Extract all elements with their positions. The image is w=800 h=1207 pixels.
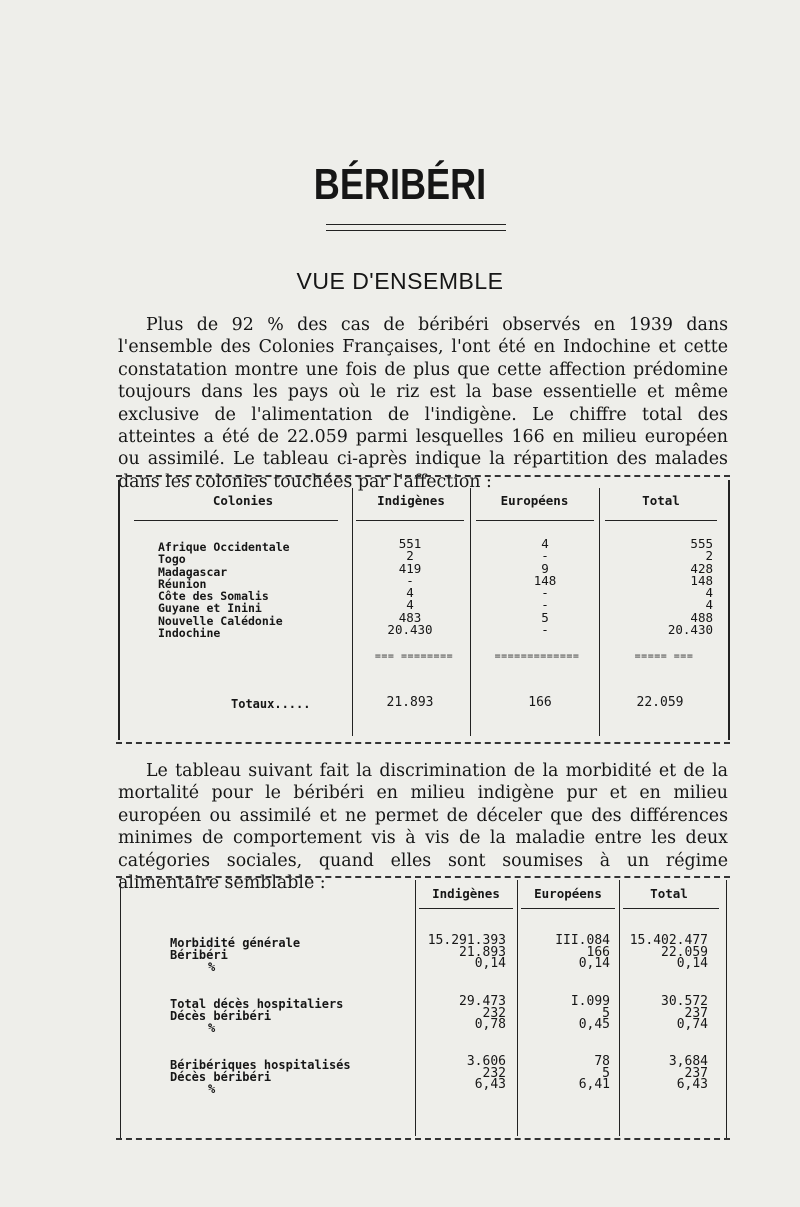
table-cell: 15.402.477 xyxy=(629,933,708,948)
table2-cell-group xyxy=(420,1056,506,1091)
table2-frame-right xyxy=(726,880,727,1138)
table-cell: 555 xyxy=(690,536,713,551)
second-paragraph: Le tableau suivant fait la discrimination de la morbidité et de la mortalité pour le béribéri en milieu indigène pur et en milieu européen ou assimilé et ne permet de déceler que des différences minimes de comportement vis à vis de la maladie entre les deux catégories sociales, quand elles sont soumises à un régime alimentaire semblable : xyxy=(118,761,728,894)
table2-header-total: Total xyxy=(650,886,688,901)
table-cell: 6,43 xyxy=(676,1077,708,1092)
table-cell: 6,41 xyxy=(578,1077,610,1092)
table-cell: Afrique Occidentale xyxy=(158,540,290,554)
section-subtitle: VUE D'ENSEMBLE xyxy=(296,268,504,294)
table-cell: 2 xyxy=(705,548,713,564)
table-cell: 29.473 xyxy=(459,994,506,1009)
table2-cell-group xyxy=(622,996,708,1031)
table-cell: Réunion xyxy=(158,576,207,591)
table2-header-rule xyxy=(419,908,513,909)
table-cell: 483 xyxy=(398,609,422,625)
table1-total-column xyxy=(617,538,713,636)
table1-totals-label: Totaux..... xyxy=(231,697,311,711)
table-cell: 428 xyxy=(690,560,713,576)
table-cell: 2 xyxy=(406,548,414,564)
table-cell: 15.291.393 xyxy=(427,933,506,948)
intro-paragraph: Plus de 92 % des cas de béribéri observés en 1939 dans l'ensemble des Colonies Françaises, l'ont été en Indochine et cette constatation montre une fois de plus que cette affection prédomine toujours dans les pays où le riz est la base essentielle et même exclusive de l'alimentation de l'indigène. Le chiffre total des atteintes a été de 22.059 parmi lesquelles 166 en milieu européen ou assimilé. Le tableau ci-après indique la répartition des malades dans les colonies touchées par l'affection : xyxy=(118,315,728,492)
table-cell: 419 xyxy=(398,560,422,576)
table-cell: 21.893 xyxy=(459,944,506,960)
table-cell: Togo xyxy=(158,552,186,567)
table1-header-rule xyxy=(476,520,594,521)
table-cell: Guyane et Inini xyxy=(158,601,262,616)
table-cell: 0,14 xyxy=(578,956,610,971)
table1-total-europeens: 166 xyxy=(528,695,552,710)
table-cell: Béribéri xyxy=(170,948,228,962)
table-cell: 4 xyxy=(541,536,549,551)
table-cell: Total décès hospitaliers xyxy=(170,997,344,1011)
table1-indigenes-column xyxy=(370,538,450,636)
table-cell: 20.430 xyxy=(667,622,713,638)
table1-header-indigenes: Indigènes xyxy=(377,493,445,508)
table2-cell-group xyxy=(522,935,610,970)
table-cell: 5 xyxy=(602,1065,610,1081)
table-cell: - xyxy=(541,622,549,638)
table1-header-total: Total xyxy=(642,493,680,508)
title-underline xyxy=(326,224,506,231)
table1-separator: ============= xyxy=(494,651,580,662)
table-cell: 30.572 xyxy=(661,994,708,1009)
table2-bottom-border xyxy=(116,1138,730,1140)
table-cell: % xyxy=(208,1021,216,1035)
table-cell: 3,684 xyxy=(668,1054,708,1069)
table1-separator: ===== === xyxy=(634,651,694,662)
table-cell: 237 xyxy=(684,1005,708,1021)
table-cell: Nouvelle Calédonie xyxy=(158,613,283,628)
table-cell: % xyxy=(208,1082,216,1096)
table-cell: 0,14 xyxy=(474,956,506,971)
table-cell: 232 xyxy=(482,1065,506,1081)
table2-group-morbidite xyxy=(170,937,300,973)
table-cell: 0,14 xyxy=(676,956,708,971)
table2-top-border xyxy=(116,876,730,878)
table2-cell-group xyxy=(420,935,506,970)
table2-cell-group xyxy=(622,1056,708,1091)
table-cell: 166 xyxy=(586,944,610,960)
table-cell: 551 xyxy=(398,536,422,551)
table-cell: - xyxy=(541,585,549,601)
table1-header-colonies: Colonies xyxy=(212,493,274,508)
table2-header-rule xyxy=(623,908,719,909)
table2-header-rule xyxy=(521,908,615,909)
table1-header-rule xyxy=(356,520,464,521)
table-cell: 488 xyxy=(690,609,713,625)
table-cell: 4 xyxy=(406,597,414,613)
table-cell: 148 xyxy=(533,572,557,588)
table-cell: Décès béribéri xyxy=(170,1070,272,1084)
table1-top-border xyxy=(116,475,730,477)
table-cell: - xyxy=(541,548,549,564)
table-cell: 9 xyxy=(541,560,549,576)
table-cell: 0,74 xyxy=(676,1017,708,1032)
table-cell: 4 xyxy=(406,585,414,601)
table-cell: I.099 xyxy=(570,994,610,1009)
table1-divider xyxy=(352,488,353,736)
table1-total-total: 22.059 xyxy=(636,695,684,710)
table2-cell-group xyxy=(420,996,506,1031)
table1-colony-list xyxy=(158,541,290,639)
table2-divider xyxy=(517,880,518,1136)
table-cell: 4 xyxy=(705,585,713,601)
table1-separator: === ======== xyxy=(374,651,454,662)
table2-divider xyxy=(619,880,620,1136)
table-cell: 6,43 xyxy=(474,1077,506,1092)
table2-group-hospitalises xyxy=(170,1059,351,1095)
table-cell: Morbidité générale xyxy=(170,936,301,950)
table2-cell-group xyxy=(622,935,708,970)
table1-header-rule xyxy=(134,520,338,521)
table2-frame-left xyxy=(120,880,121,1138)
table-cell: 5 xyxy=(602,1005,610,1021)
table2-cell-group xyxy=(522,996,610,1031)
table1-total-indigenes: 21.893 xyxy=(386,695,434,710)
table2-header-europeens: Européens xyxy=(534,886,602,901)
table-cell: - xyxy=(541,597,549,613)
table-cell: 232 xyxy=(482,1005,506,1021)
table1-bottom-border xyxy=(116,742,730,744)
table1-divider xyxy=(599,488,600,736)
table1-divider xyxy=(470,488,471,736)
table-cell: 3.606 xyxy=(466,1054,506,1069)
table1-header-europeens: Européens xyxy=(500,493,569,508)
table2-divider xyxy=(415,880,416,1136)
table-cell: - xyxy=(406,572,414,588)
table-cell: 0,45 xyxy=(578,1017,610,1032)
table-cell: 22.059 xyxy=(661,944,708,960)
table2-group-deces xyxy=(170,998,343,1034)
table-cell: 5 xyxy=(541,609,549,625)
table-cell: 0,78 xyxy=(474,1017,506,1032)
table-cell: 4 xyxy=(705,597,713,613)
table2-header-indigenes: Indigènes xyxy=(432,886,500,901)
table-cell: 20.430 xyxy=(387,622,433,638)
table-cell: 78 xyxy=(594,1054,610,1069)
table1-header-rule xyxy=(605,520,717,521)
table-cell: Côte des Somalis xyxy=(158,589,269,604)
table1-europeens-column xyxy=(500,538,590,636)
page-title: BÉRIBÉRI xyxy=(313,160,487,209)
table-cell: Madagascar xyxy=(158,564,228,579)
table-cell: 237 xyxy=(684,1065,708,1081)
table-cell: % xyxy=(208,960,216,974)
table-cell: III.084 xyxy=(555,933,610,948)
table-cell: 148 xyxy=(690,572,713,588)
table-cell: Décès béribéri xyxy=(170,1009,272,1023)
table-cell: Indochine xyxy=(158,626,221,641)
table-cell: Béribériques hospitalisés xyxy=(170,1058,351,1072)
table2-cell-group xyxy=(522,1056,610,1091)
